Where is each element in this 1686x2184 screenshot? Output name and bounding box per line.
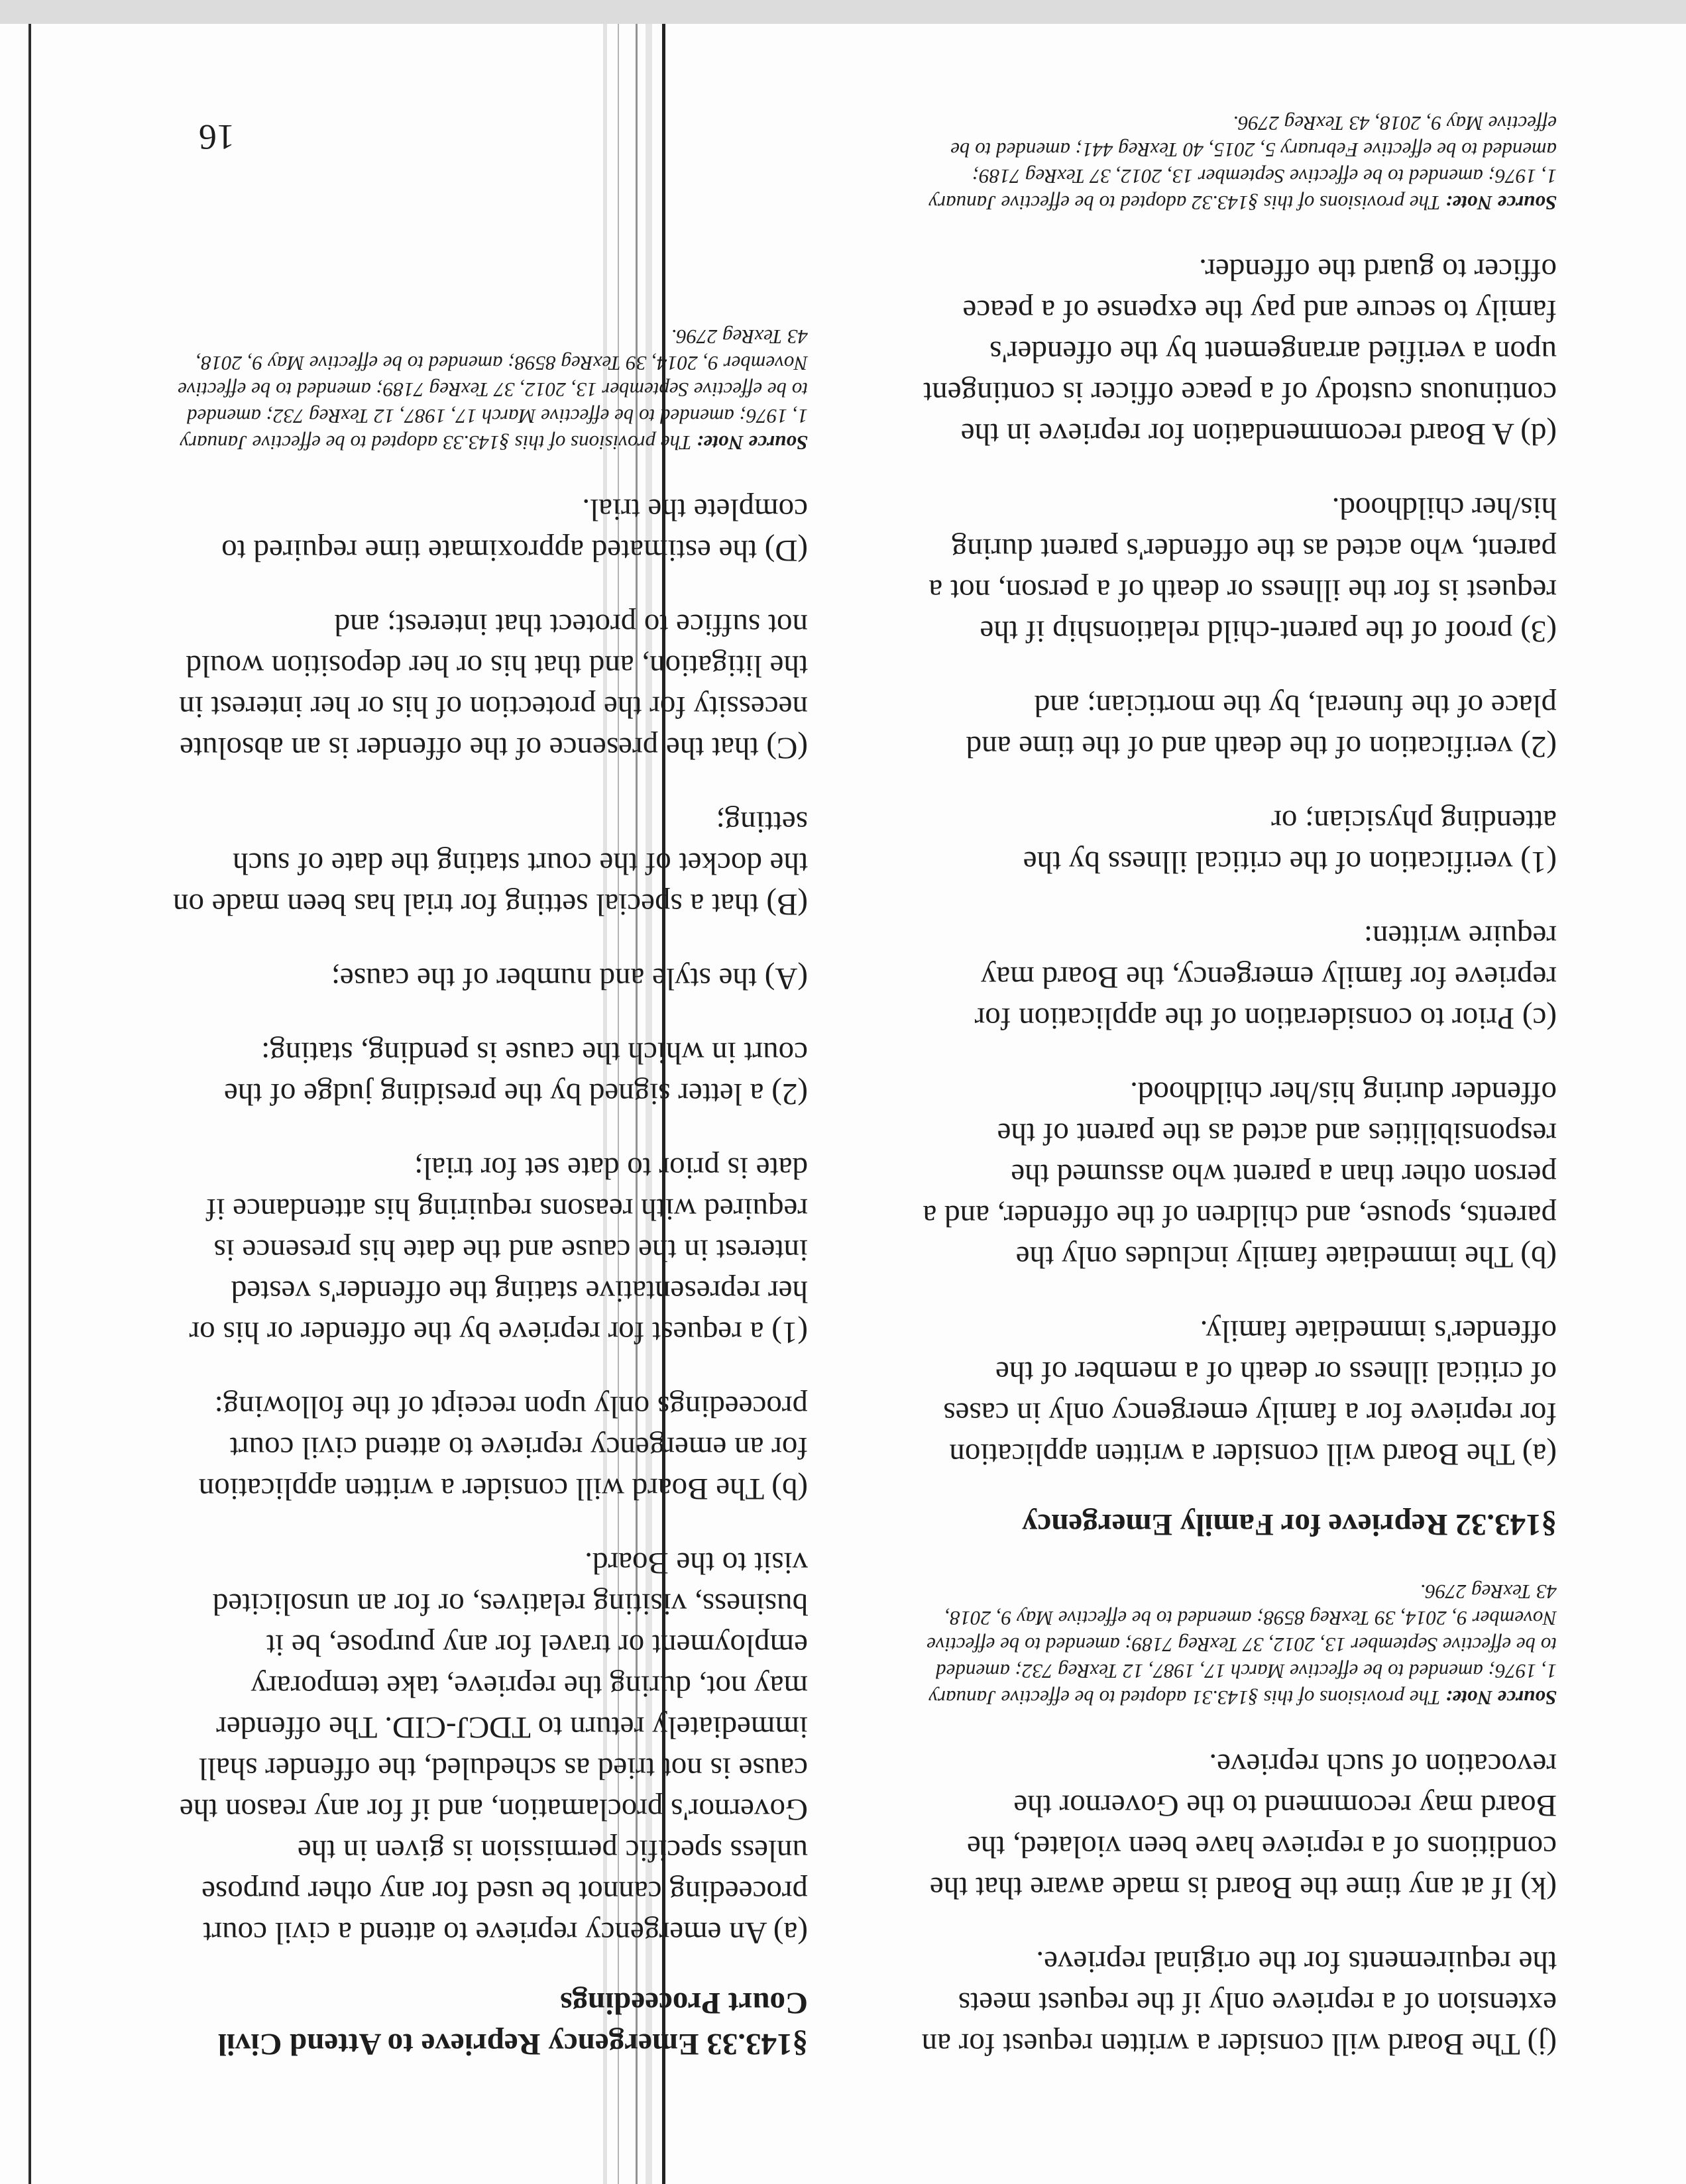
paragraph-c2: (2) verification of the death and of the time and place of the funeral, by the mortician; and [966, 688, 1557, 764]
scan-edge-line [28, 0, 31, 2184]
paragraph-c3: (3) proof of the parent-child relationship if the request is for the illness or death of a person, not a parent, who acted as the offender's parent during his/her childhood. [928, 491, 1557, 649]
source-note-text: The provisions of this §143.31 adopted to be effective January 1, 1976; amended to be effective March 17, 1987, 12 TexReg 732; amended to be effective September 13, 2012, 37 TexReg 7189; amended to be effective November 9, 2014, 39 TexReg 8598; amended to be effective May 9, 2018, 43 TexReg 2796. [927, 1580, 1557, 1710]
paragraph-bB: (B) that a special setting for trial has been made on the docket of the court stating the date of such setting; [173, 805, 808, 922]
source-note-label: Source Note: [1445, 1686, 1557, 1710]
paragraph-k: (k) If at any time the Board is made aware that the conditions of a reprieve have been violated, the Board may recommend to the Governor the revocation of such reprieve. [929, 1747, 1557, 1905]
paragraph-a: (a) The Board will consider a written application for reprieve for a family emergency only in cases of critical illness or death of a member of the offender's immediate family. [943, 1314, 1557, 1472]
paragraph-b: (b) The Board will consider a written application for an emergency reprieve to attend civil court proceedings only upon receipt of the following: [198, 1390, 808, 1506]
paragraph-bC: (C) that the presence of the offender is an absolute necessity for the protection of his or her interest in the litigation, and that his or her deposition would not suffice to protect that interest; and [179, 608, 808, 765]
source-note-label: Source Note: [697, 431, 808, 455]
paragraph-c1: (1) verification of the critical illness by the attending physician; or [1023, 804, 1557, 879]
source-note-text: The provisions of this §143.32 adopted to be effective January 1, 1976; amended to be effective September 13, 2012, 37 TexReg 7189; amended to be effective February 5, 2015, 40 TexReg 441; amended to be effective May 9, 2018, 43 TexReg 2796. [928, 112, 1557, 215]
source-note-text: The provisions of this §143.33 adopted to be effective January 1, 1976; amended to be effective March 17, 1987, 12 TexReg 732; amended to be effective September 13, 2012, 37 TexReg 7189; amended to be effective November 9, 2014, 39 TexReg 8598; amended to be effective May 9, 2018, 43 TexReg 2796. [178, 325, 808, 455]
paragraph-b: (b) The immediate family includes only the parents, spouse, and children of the offender, and a person other than a parent who assumed the responsibilities and acted as the parent of the offender during his/her childhood. [923, 1075, 1557, 1274]
section-heading-143-33: §143.33 Emergency Reprieve to Attend Civil Court Proceedings [217, 1986, 808, 2061]
source-note-143-33 [172, 323, 808, 456]
source-note-143-31 [921, 1578, 1557, 1711]
source-note-label: Source Note: [1445, 191, 1557, 215]
paragraph-c: (c) Prior to consideration of the application for reprieve for family emergency, the Board may require written: [974, 919, 1557, 1036]
paragraph-d: (d) A Board recommendation for reprieve in the continuous custody of a peace officer is contingent upon a verified arrangement by the offender's family to secure and pay the expense of a peace officer to guard the offender. [923, 252, 1557, 451]
paragraph-a: (a) An emergency reprieve to attend a civil court proceeding cannot be used for any other purpose unless specific permission is given in the Governor's proclamation, and if for any reason the cause is not tried as scheduled, the offender shall immediately return to TDCJ-CID. The offender may not, during the reprieve, take temporary employment or travel for any purpose, be it business, visiting relatives, or for an unsolicited visit to the Board. [179, 1546, 808, 1950]
page-number: 16 [199, 117, 235, 157]
source-note-143-32 [921, 110, 1557, 216]
section-heading-143-32: §143.32 Reprieve for Family Emergency [1021, 1507, 1557, 1542]
scan-edge-band [0, 0, 1686, 24]
right-column [172, 290, 808, 2065]
paragraph-j: (j) The Board will consider a written request for an extension of a reprieve only if the request meets the requirements for the original reprieve. [921, 1945, 1557, 2061]
paragraph-bA: (A) the style and number of the cause; [331, 961, 808, 996]
paragraph-b1: (1) a request for reprieve by the offender or his or her representative stating the offender's vested interest in the cause and the date his presence is required with reasons requiring his attendance if date is prior to date set for trial; [189, 1151, 808, 1350]
paragraph-b2: (2) a letter signed by the presiding judge of the court in which the cause is pending, stating: [224, 1036, 808, 1111]
left-column [921, 77, 1557, 2065]
paragraph-bD: (D) the estimated approximate time required to complete the trial. [221, 492, 808, 568]
